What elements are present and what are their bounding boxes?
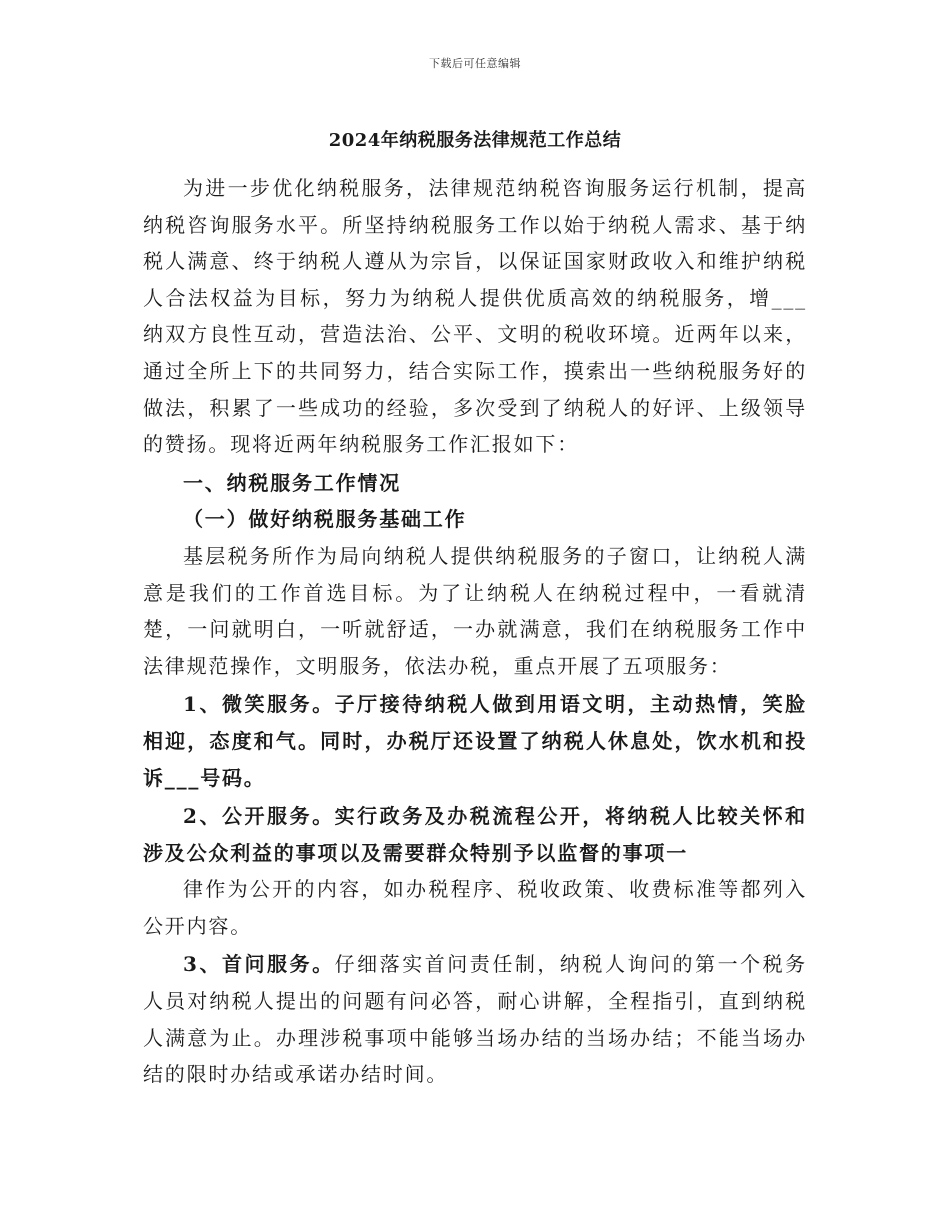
document-body bbox=[143, 170, 807, 1093]
item-open-service: 2、公开服务。实行政务及办税流程公开，将纳税人比较关怀和涉及公众利益的事项以及需要群众特别予以监督的事项一 bbox=[143, 804, 807, 865]
item-first-inquiry-lead: 3、首问服务。 bbox=[183, 952, 335, 977]
item-first-inquiry-text: 仔细落实首问责任制，纳税人询问的第一个税务人员对纳税人提出的问题有问必答，耐心讲解，全程指引，直到纳税人满意为止。办理涉税事项中能够当场办结的当场办结；不能当场办结的限时办结或承诺办结时间。 bbox=[143, 952, 807, 1087]
item-smile-service: 1、微笑服务。子厅接待纳税人做到用语文明，主动热情，笑脸相迎，态度和气。同时，办税厅还设置了纳税人休息处，饮水机和投诉___号码。 bbox=[143, 692, 807, 790]
subsection-heading-1: （一）做好纳税服务基础工作 bbox=[183, 507, 467, 532]
section-heading-1: 一、纳税服务工作情况 bbox=[183, 470, 401, 495]
document-title: 2024年纳税服务法律规范工作总结 bbox=[328, 130, 622, 151]
item-first-inquiry-service bbox=[143, 946, 807, 1092]
paragraph-intro: 为进一步优化纳税服务，法律规范纳税咨询服务运行机制，提高纳税咨询服务水平。所坚持纳税服务工作以始于纳税人需求、基于纳税人满意、终于纳税人遵从为宗旨，以保证国家财政收入和维护纳税人合法权益为目标，努力为纳税人提供优质高效的纳税服务，增___纳双方良性互动，营造法治、公平、文明的税收环境。近两年以来，通过全所上下的共同努力，结合实际工作，摸索出一些纳税服务好的做法，积累了一些成功的经验，多次受到了纳税人的好评、上级领导的赞扬。现将近两年纳税服务工作汇报如下： bbox=[143, 176, 807, 457]
header-note: 下载后可任意编辑 bbox=[429, 57, 521, 70]
paragraph-open-content: 律作为公开的内容，如办税程序、税收政策、收费标准等都列入公开内容。 bbox=[143, 877, 807, 938]
paragraph-basic-work: 基层税务所作为局向纳税人提供纳税服务的子窗口，让纳税人满意是我们的工作首选目标。为了让纳税人在纳税过程中，一看就清楚，一问就明白，一听就舒适，一办就满意，我们在纳税服务工作中法律规范操作，文明服务，依法办税，重点开展了五项服务： bbox=[143, 543, 807, 678]
